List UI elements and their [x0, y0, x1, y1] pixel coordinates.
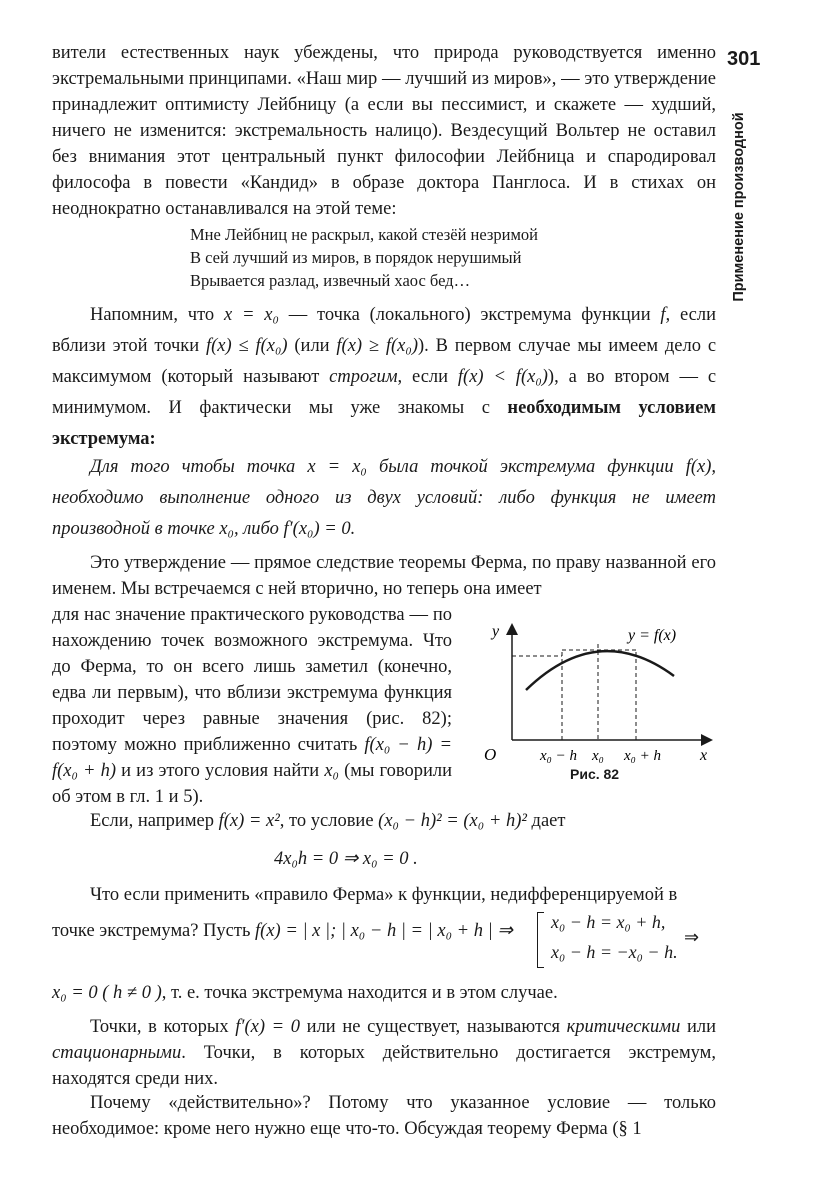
tick-x0: x₀ [592, 748, 604, 764]
text-run: , то условие [279, 811, 374, 831]
paragraph-critical-points [52, 1014, 716, 1092]
paragraph-conclusion-text [52, 980, 716, 1006]
tick-x0-plus-h: x₀ + h [624, 748, 661, 764]
math-inline: x₀ [324, 761, 339, 781]
text-run: точке экстремума? Пусть [52, 921, 251, 941]
running-head-text: Применение производной [731, 112, 747, 302]
text-run: (мы говорили об этом в гл. 1 и 5). [52, 761, 453, 807]
text-run: ). В первом случае мы имеем дело с максимумом (который называют [52, 336, 717, 387]
paragraph-example-text [52, 808, 716, 834]
text-run: дает [531, 811, 566, 831]
cases-bracket [537, 912, 544, 968]
figure-82 [478, 620, 716, 790]
paragraph-extremum-definition [52, 300, 716, 455]
running-head [728, 92, 750, 322]
text-run: Для того чтобы точка [90, 457, 296, 477]
formula-text: 4x₀h = 0 ⇒ x₀ = 0 . [274, 849, 418, 869]
paragraph-intro [52, 40, 716, 222]
math-inline: ( h ≠ 0 ) [102, 983, 162, 1003]
function-curve [526, 651, 674, 690]
text-run: , необходимо выполнение одного из двух условий: либо функция не имеет производной в точке [52, 457, 717, 539]
paragraph-why-text: Почему «действительно»? Потому что указанное условие — только необходимое: кроме него нужно еще что-то. Обсуждая теорему Ферма (§ 1 [52, 1093, 716, 1139]
math-inline: f(x) = x² [218, 811, 280, 831]
math-inline: x₀ = 0 [52, 983, 98, 1003]
text-run: и из этого условия найти [121, 761, 320, 781]
paragraph-fermat-1-text: Это утверждение — прямое следствие теоремы Ферма, по праву названной его именем. Мы встречаемся с ней вторично, но теперь она имеет [52, 553, 716, 599]
math-inline: f(x₀ − h) = f(x₀ + h) [52, 735, 453, 781]
math-inline: x = x₀ [223, 305, 279, 325]
paragraph-necessary-condition [52, 452, 716, 545]
text-run: Точки, в которых [90, 1017, 229, 1037]
curve-label: y = f(x) [628, 627, 677, 644]
tick-x0-minus-h: x₀ − h [540, 748, 577, 764]
poem-line-1: Мне Лейбниц не раскрыл, какой стезёй незримой [190, 225, 539, 244]
math-inline: f, [660, 305, 671, 325]
poem-quote [190, 223, 538, 292]
math-inline: f′(x₀) = 0 [283, 519, 351, 539]
text-run: если вблизи этой точки [52, 305, 716, 356]
math-inline: x₀ [219, 519, 234, 539]
origin-label: O [484, 745, 497, 764]
paragraph-nondiff-text: Что если применить «правило Ферма» к функции, недифференцируемой в [90, 885, 678, 905]
paragraph-condition-text [52, 452, 716, 545]
text-run: для нас значение практического руководства — по нахождению точек возможного экстремума. Что до Ферма, то он всего лишь заметил (конечно, едва ли первым), что вблизи экстремума функция проходит через равные значения (рис. 82); поэтому можно приближенно считать [52, 605, 452, 755]
paragraph-fermat-1 [52, 550, 716, 602]
x-axis-label: x [700, 747, 708, 764]
page-number: 301 [727, 48, 761, 70]
case-line-2: x₀ − h = −x₀ − h. [551, 942, 678, 962]
y-axis-label: y [492, 623, 500, 640]
paragraph-critical-text [52, 1014, 716, 1092]
display-formula [274, 848, 418, 870]
math-inline: f(x) ≥ f(x₀) [336, 336, 418, 356]
text-run: , если [397, 367, 449, 387]
emphasis: критическими [566, 1017, 681, 1037]
text-run: Напомним, что [90, 305, 215, 325]
figure-caption: Рис. 82 [570, 766, 620, 782]
paragraph-fermat-2-text [52, 602, 452, 810]
text-run: . Точки, в которых действительно достигается экстремум, находятся среди них. [52, 1043, 716, 1089]
text-run: , либо [233, 519, 279, 539]
text-run: или не существует, называются [306, 1017, 560, 1037]
text-run: (или [294, 336, 330, 356]
text-run: или [687, 1017, 717, 1037]
math-inline: x = x₀ [307, 457, 367, 477]
text-run: . [350, 519, 356, 539]
emphasis: стационарными [52, 1043, 182, 1063]
math-inline: f(x) = | x |; | x₀ − h | = | x₀ + h | ⇒ [255, 921, 513, 941]
math-inline: f(x) ≤ f(x₀) [205, 336, 288, 356]
math-inline: f(x) [685, 457, 712, 477]
text-run: была точкой экстремума функции [378, 457, 674, 477]
poem-line-3: Врывается разлад, извечный хаос бед… [190, 271, 471, 290]
paragraph-fermat-2 [52, 602, 452, 810]
case-line-1: x₀ − h = x₀ + h, [551, 912, 666, 932]
bold-term: необходимым условием экстремума: [52, 398, 717, 449]
paragraph-intro-text: вители естественных наук убеждены, что природа руководствуется именно экстремальными принципами. «Наш мир — лучший из миров», — это утверждение принадлежит оптимисту Лейбницу (а если вы пессимист, и скажете — худший, ничего не изменится: экстремальность налицо). Вездесущий Вольтер не оставил без внимания этот центральный пункт философии Лейбница и спародировал философа в повести «Кандид» в образе доктора Панглоса. И в стихах он неоднократно останавливался на этой теме: [52, 43, 716, 219]
math-inline: (x₀ − h)² = (x₀ + h)² [378, 811, 527, 831]
emphasis: строгим [329, 367, 398, 387]
math-inline: f(x) < f(x₀) [457, 367, 548, 387]
text-run: , т. е. точка экстремума находится и в этом случае. [161, 983, 558, 1003]
implies-arrow: ⇒ [684, 927, 700, 947]
paragraph-extremum-text [52, 300, 716, 455]
poem-line-2: В сей лучший из миров, в порядок нерушимый [190, 248, 522, 267]
math-inline: f′(x) = 0 [235, 1017, 301, 1037]
paragraph-example [52, 808, 716, 834]
text-run: — точка (локального) экстремума функции [288, 305, 651, 325]
paragraph-conclusion [52, 980, 716, 1006]
text-run: Если, например [90, 811, 214, 831]
paragraph-nondifferentiable [52, 882, 716, 908]
paragraph-why [52, 1090, 716, 1142]
text-run: ), а во втором — с минимумом. И фактически мы уже знакомы с [52, 367, 717, 418]
